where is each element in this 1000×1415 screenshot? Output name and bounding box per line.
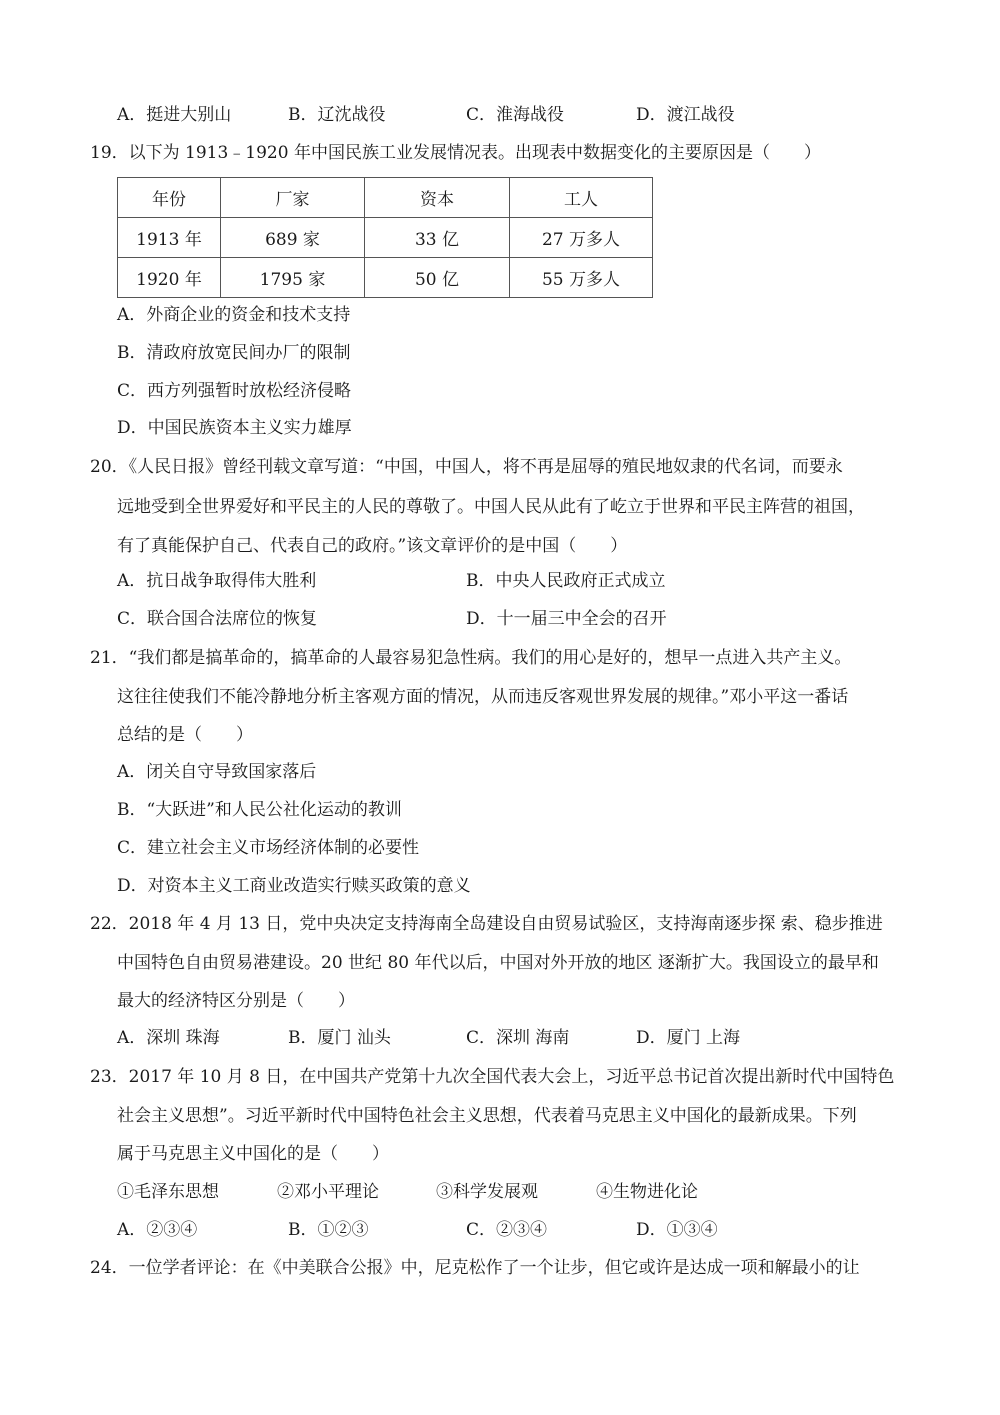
- q19-option-a: A．外商企业的资金和技术支持: [117, 305, 351, 325]
- table-cell: 1795 家: [221, 258, 365, 298]
- q19-option-d: D．中国民族资本主义实力雄厚: [117, 418, 352, 438]
- q21-option-a: A．闭关自守导致国家落后: [117, 762, 317, 782]
- table-cell: 50 亿: [365, 258, 510, 298]
- q22-option-c: C．深圳 海南: [466, 1028, 570, 1048]
- q23-option-b: B．①②③: [288, 1220, 369, 1240]
- table-row: [118, 258, 653, 298]
- table-cell: 1913 年: [118, 218, 221, 258]
- q24-stem-line-1: 24．一位学者评论：在《中美联合公报》中，尼克松作了一个让步，但它或许是达成一项和解最小的让: [90, 1258, 860, 1278]
- q23-item-3: ③科学发展观: [436, 1182, 538, 1202]
- q23-stem-line-3: 属于马克思主义中国化的是（ ）: [117, 1144, 389, 1164]
- q20-option-d: D．十一届三中全会的召开: [466, 609, 667, 629]
- q21-option-d: D．对资本主义工商业改造实行赎买政策的意义: [117, 876, 471, 896]
- q20-stem-line-1: 20．《人民日报》曾经刊载文章写道：“中国，中国人，将不再是屈辱的殖民地奴隶的代名词，而要永: [90, 457, 843, 477]
- table-header-cell: 资本: [365, 178, 510, 218]
- q21-stem-line-3: 总结的是（ ）: [117, 725, 253, 745]
- q20-stem-line-2: 远地受到全世界爱好和平民主的人民的尊敬了。中国人民从此有了屹立于世界和平民主阵营的祖国，: [117, 497, 865, 517]
- q20-option-b: B．中央人民政府正式成立: [466, 571, 666, 591]
- q22-option-d: D．厦门 上海: [636, 1028, 741, 1048]
- q19-table: [117, 177, 653, 298]
- q18-option-a: A．挺进大别山: [117, 105, 232, 125]
- q21-stem-line-1: 21．“我们都是搞革命的，搞革命的人最容易犯急性病。我们的用心是好的，想早一点进入共产主义。: [90, 648, 852, 668]
- q23-option-c: C．②③④: [466, 1220, 548, 1240]
- q20-stem-line-3: 有了真能保护自己、代表自己的政府。”该文章评价的是中国（ ）: [117, 536, 628, 556]
- q21-option-c: C．建立社会主义市场经济体制的必要性: [117, 838, 420, 858]
- q19-option-c: C．西方列强暂时放松经济侵略: [117, 381, 352, 401]
- q18-option-c: C．淮海战役: [466, 105, 565, 125]
- table-header-row: [118, 178, 653, 218]
- q23-item-1: ①毛泽东思想: [117, 1182, 219, 1202]
- table-cell: 689 家: [221, 218, 365, 258]
- table-header-cell: 厂家: [221, 178, 365, 218]
- table-header-cell: 工人: [510, 178, 653, 218]
- q22-stem-line-1: 22．2018 年 4 月 13 日，党中央决定支持海南全岛建设自由贸易试验区，支持海南逐步探 索、稳步推进: [90, 914, 883, 934]
- q18-option-b: B．辽沈战役: [288, 105, 386, 125]
- q23-item-2: ②邓小平理论: [277, 1182, 379, 1202]
- table-cell: 27 万多人: [510, 218, 653, 258]
- q20-option-a: A．抗日战争取得伟大胜利: [117, 571, 317, 591]
- q22-stem-line-3: 最大的经济特区分别是（ ）: [117, 991, 355, 1011]
- q22-option-a: A．深圳 珠海: [117, 1028, 220, 1048]
- q22-option-b: B．厦门 汕头: [288, 1028, 391, 1048]
- table-row: [118, 218, 653, 258]
- table-cell: 33 亿: [365, 218, 510, 258]
- q23-option-d: D．①③④: [636, 1220, 718, 1240]
- table-cell: 1920 年: [118, 258, 221, 298]
- q18-option-d: D．渡江战役: [636, 105, 735, 125]
- q23-stem-line-1: 23．2017 年 10 月 8 日，在中国共产党第十九次全国代表大会上，习近平总书记首次提出新时代中国特色: [90, 1067, 895, 1087]
- q19-stem: 19．以下为 1913﹣1920 年中国民族工业发展情况表。出现表中数据变化的主要原因是（ ）: [90, 143, 821, 163]
- q22-stem-line-2: 中国特色自由贸易港建设。20 世纪 80 年代以后，中国对外开放的地区 逐渐扩大。我国设立的最早和: [117, 953, 879, 973]
- q21-option-b: B．“大跃进”和人民公社化运动的教训: [117, 800, 402, 820]
- table-cell: 55 万多人: [510, 258, 653, 298]
- q23-option-a: A．②③④: [117, 1220, 198, 1240]
- table-header-cell: 年份: [118, 178, 221, 218]
- q19-option-b: B．清政府放宽民间办厂的限制: [117, 343, 351, 363]
- q21-stem-line-2: 这往往使我们不能冷静地分析主客观方面的情况，从而违反客观世界发展的规律。”邓小平这一番话: [117, 687, 849, 707]
- q20-option-c: C．联合国合法席位的恢复: [117, 609, 318, 629]
- q23-stem-line-2: 社会主义思想”。习近平新时代中国特色社会主义思想，代表着马克思主义中国化的最新成果。下列: [117, 1106, 857, 1126]
- q23-item-4: ④生物进化论: [596, 1182, 698, 1202]
